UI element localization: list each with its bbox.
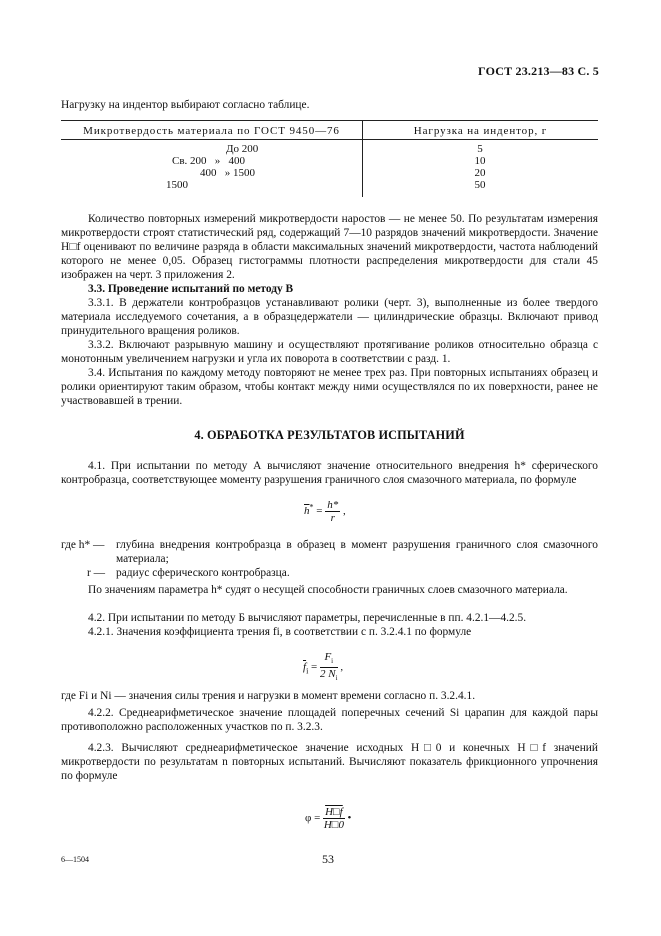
table-cell-load: 50 bbox=[474, 179, 486, 191]
section-3-3-title: 3.3. Проведение испытаний по методу В bbox=[88, 283, 294, 295]
definition-text: глубина внедрения контробразца в образец в момент разрушения граничного слоя смазочного материала; bbox=[116, 539, 598, 565]
paragraph-3-3-2: 3.3.2. Включают разрывную машину и осуществляют протягивание роликов относительно образца с монотонным увеличением нагрузки и угла их поворота в соответствии с разд. 1. bbox=[61, 339, 598, 365]
paragraph-4-2: 4.2. При испытании по методу Б вычисляют параметры, перечисленные в пп. 4.2.1—4.2.5. bbox=[88, 612, 527, 624]
definition-symbol: r — bbox=[87, 567, 106, 579]
table-col1-header: Микротвердость материала по ГОСТ 9450—76 bbox=[83, 125, 340, 137]
formula-numerator: h* bbox=[327, 499, 339, 511]
paragraph-3-4: 3.4. Испытания по каждому методу повторяют не менее трех раз. При повторных испытаниях образец и ролики ориентируют таким образом, чтобы контакт между ними осуществлялся по их поверхности, ранее не участвовавшей в трении. bbox=[61, 367, 598, 407]
paragraph-4-2-1: 4.2.1. Значения коэффициента трения fi, в соответствии с п. 3.2.4.1 по формуле bbox=[88, 626, 472, 638]
formula-numerator-sub: i bbox=[331, 657, 334, 666]
table-row: 400 » 1500 bbox=[200, 167, 255, 179]
formula-numerator: F bbox=[324, 651, 332, 663]
page-header: ГОСТ 23.213—83 С. 5 bbox=[478, 64, 599, 78]
formula-numerator: H□f bbox=[325, 806, 343, 818]
table-row: До 200 bbox=[226, 143, 259, 155]
formula-lhs: $\overline{f}$ bbox=[303, 661, 307, 674]
table-cell-load: 5 bbox=[477, 143, 483, 155]
paragraph-3-3-1: 3.3.1. В держатели контробразцов устанавливают ролики (черт. 3), выполненные из более твердого материала исследуемого сочетания, а в образцедержатели — цилиндрические образцы. Включают привод принудительного вращения роликов. bbox=[61, 297, 598, 337]
formula-lhs-sup: * bbox=[309, 502, 314, 512]
section-4-title: 4. ОБРАБОТКА РЕЗУЛЬТАТОВ ИСПЫТАНИЙ bbox=[194, 428, 465, 442]
formula-denominator-sub: i bbox=[335, 674, 338, 683]
table-row: Св. 200 » 400 bbox=[172, 155, 246, 167]
formula-denominator: r bbox=[330, 512, 335, 524]
table-header-rule bbox=[61, 139, 598, 140]
formula-relative-indentation: $\overline{h}^*$ = $\frac{h*}{r}$ , bbox=[304, 499, 346, 524]
paragraph-4-1: 4.1. При испытании по методу А вычисляют значение относительного внедрения h* сферического контробразца, соответствующее моменту разрушения граничного слоя смазочного материала, по формуле bbox=[61, 460, 598, 486]
paragraph-4-2-3: 4.2.3. Вычисляют среднеарифметическое значение исходных H□0 и конечных H□f значений микротвердости по результатам n повторных испытаний. Вычисляют показатель фрикционного упрочнения по формуле bbox=[61, 742, 598, 782]
formula-lhs: φ bbox=[305, 812, 312, 825]
table-top-rule bbox=[61, 120, 598, 121]
table-row: 1500 bbox=[166, 179, 188, 191]
definition-f-n: где Fi и Ni — значения силы трения и нагрузки в момент времени согласно п. 3.2.4.1. bbox=[61, 690, 476, 702]
paragraph-4-2-2: 4.2.2. Среднеарифметическое значение площадей поперечных сечений Si царапин для каждой пары противоположно расположенных участков по п. 3.2.3. bbox=[61, 707, 598, 733]
formula-denominator: H□0 bbox=[323, 819, 344, 831]
paragraph-count: Количество повторных измерений микротвердости наростов — не менее 50. По результатам измерения микротвердости строят статистический ряд, содержащий 7—10 разрядов значений микротвердости. Значение H□f оценивают по величине разряда в области максимальных значений микротвердости, частота наблюдений которого не менее 0,05. Образец гистограммы плотности распределения микротвердости для стали 45 изображен на черт. 3 приложения 2. bbox=[61, 213, 598, 281]
definition-symbol: где h* — bbox=[61, 539, 105, 551]
formula-denominator: 2 N bbox=[320, 668, 336, 681]
paragraph-4-1-conclusion: По значениям параметра h* судят о несущей способности граничных слоев смазочного материала. bbox=[88, 584, 568, 596]
definition-text: радиус сферического контробразца. bbox=[116, 567, 290, 579]
footer-code: 6—1504 bbox=[61, 855, 89, 864]
table-cell-load: 10 bbox=[474, 155, 486, 167]
formula-lhs-sub: i bbox=[306, 666, 309, 676]
formula-lhs: $\overline{h}$ bbox=[304, 505, 310, 518]
page-number: 53 bbox=[322, 852, 334, 866]
formula-hardening-index: φ = $\frac{H□f}{H□0}$ • bbox=[305, 806, 352, 831]
formula-friction-coefficient: $\overline{f}_i$ = $\frac{F_i}{2 N_i}$ , bbox=[303, 651, 344, 683]
table-cell-load: 20 bbox=[474, 167, 486, 179]
table-col2-header: Нагрузка на индентор, г bbox=[413, 125, 548, 137]
intro-text: Нагрузку на индентор выбирают согласно таблице. bbox=[61, 99, 310, 111]
